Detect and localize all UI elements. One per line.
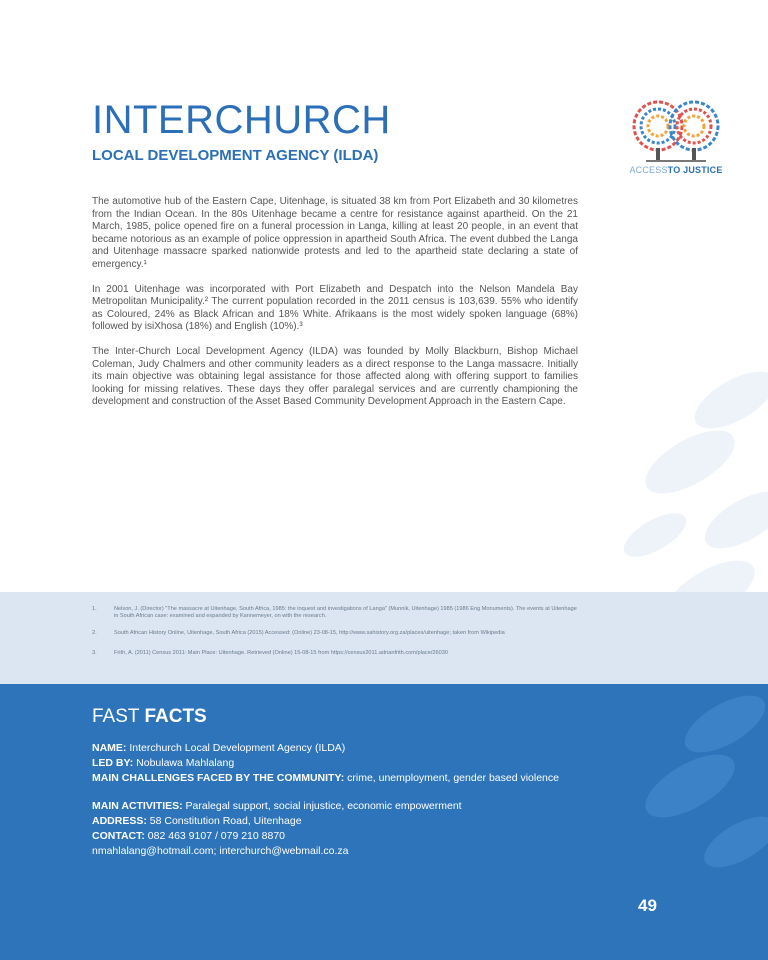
logo-text: ACCESSTO JUSTICE	[629, 165, 723, 175]
footnote-text: Nelson, J. (Director) "The massacre at Uitenhage, South Africa, 1985: the inquest and investigations of Langa" (Munnik, Uitenhage) 1985 (1986 Eng Monuments). The events at Uitenhage in South African case: examined and expanded by Kannemeyer, on with the research.	[114, 606, 577, 619]
fact-challenges: MAIN CHALLENGES FACED BY THE COMMUNITY: crime, unemployment, gender based violence	[92, 772, 559, 784]
fact-led-by: LED BY: Nobulawa Mahlalang	[92, 757, 235, 769]
decorative-leaf	[696, 480, 768, 560]
decorative-leaf	[696, 806, 768, 877]
body-text	[92, 196, 578, 421]
footnote	[92, 630, 582, 637]
footnote	[92, 650, 582, 657]
fact-address: ADDRESS: 58 Constitution Road, Uitenhage	[92, 815, 302, 827]
footnote-number: 1.	[92, 606, 97, 612]
footnotes-band	[0, 592, 768, 684]
decorative-leaf	[636, 418, 745, 506]
fast-facts-title: FAST FACTS	[92, 706, 207, 727]
footnote-text: South African History Online, Uitenhage, South Africa (2015) Accessed: (Online) 23-08-15, http://www.sahistory.org.za/places/uitenhage; taken from Wikipedia	[114, 630, 505, 636]
paragraph: The Inter-Church Local Development Agency (ILDA) was founded by Molly Blackburn, Bishop Michael Coleman, Judy Chalmers and other community leaders as a direct response to the Langa massacre. Initially its main objective was obtaining legal assistance for those affected along with offering support to families looking for missing relatives. These days they offer paralegal services and are currently championing the development and construction of the Asset Based Community Development Approach in the Eastern Cape.	[92, 345, 578, 408]
footnote	[92, 606, 582, 620]
fact-activities: MAIN ACTIVITIES: Paralegal support, social injustice, economic empowerment	[92, 800, 462, 812]
footnote-number: 2.	[92, 630, 97, 636]
fast-facts-panel	[0, 684, 768, 960]
footnote-number: 3.	[92, 650, 97, 656]
decorative-leaf	[636, 742, 745, 830]
fact-email: nmahlalang@hotmail.com; interchurch@webmail.co.za	[92, 845, 349, 857]
decorative-leaf	[686, 360, 768, 440]
page-title: INTERCHURCH	[92, 98, 391, 142]
footnote-text: Frith, A. (2011) Census 2011: Main Place: Uitenhage. Retrieved (Online) 15-08-15 from https://census2011.adrianfrith.com/place/26030	[114, 650, 448, 656]
paragraph: The automotive hub of the Eastern Cape, Uitenhage, is situated 38 km from Port Elizabeth and 30 kilometres from the Indian Ocean. In the 80s Uitenhage became a centre for resistance against apartheid. On the 21 March, 1985, police opened fire on a funeral procession in Langa, killing at least 20 people, in an event that became notorious as an example of police oppression in apartheid South Africa. The event dubbed the Langa and Uitenhage massacre sparked nationwide protests and led to the apartheid state declaring a state of emergency.¹	[92, 196, 578, 270]
decorative-leaf	[676, 684, 768, 764]
page-number: 49	[638, 896, 657, 915]
fact-contact: CONTACT: 082 463 9107 / 079 210 8870	[92, 830, 286, 842]
paragraph: In 2001 Uitenhage was incorporated with Port Elizabeth and Despatch into the Nelson Mandela Bay Metropolitan Municipality.² The current population recorded in the 2011 census is 103,639. 55% who identify as Coloured, 24% as Black African and 18% White. Afrikaans is the most widely spoken language (68%) followed by isiXhosa (18%) and English (10%).³	[92, 283, 578, 333]
page-subtitle: LOCAL DEVELOPMENT AGENCY (ILDA)	[92, 147, 379, 164]
decorative-leaf	[617, 505, 693, 566]
fact-name: NAME: Interchurch Local Development Agency (ILDA)	[92, 742, 346, 754]
